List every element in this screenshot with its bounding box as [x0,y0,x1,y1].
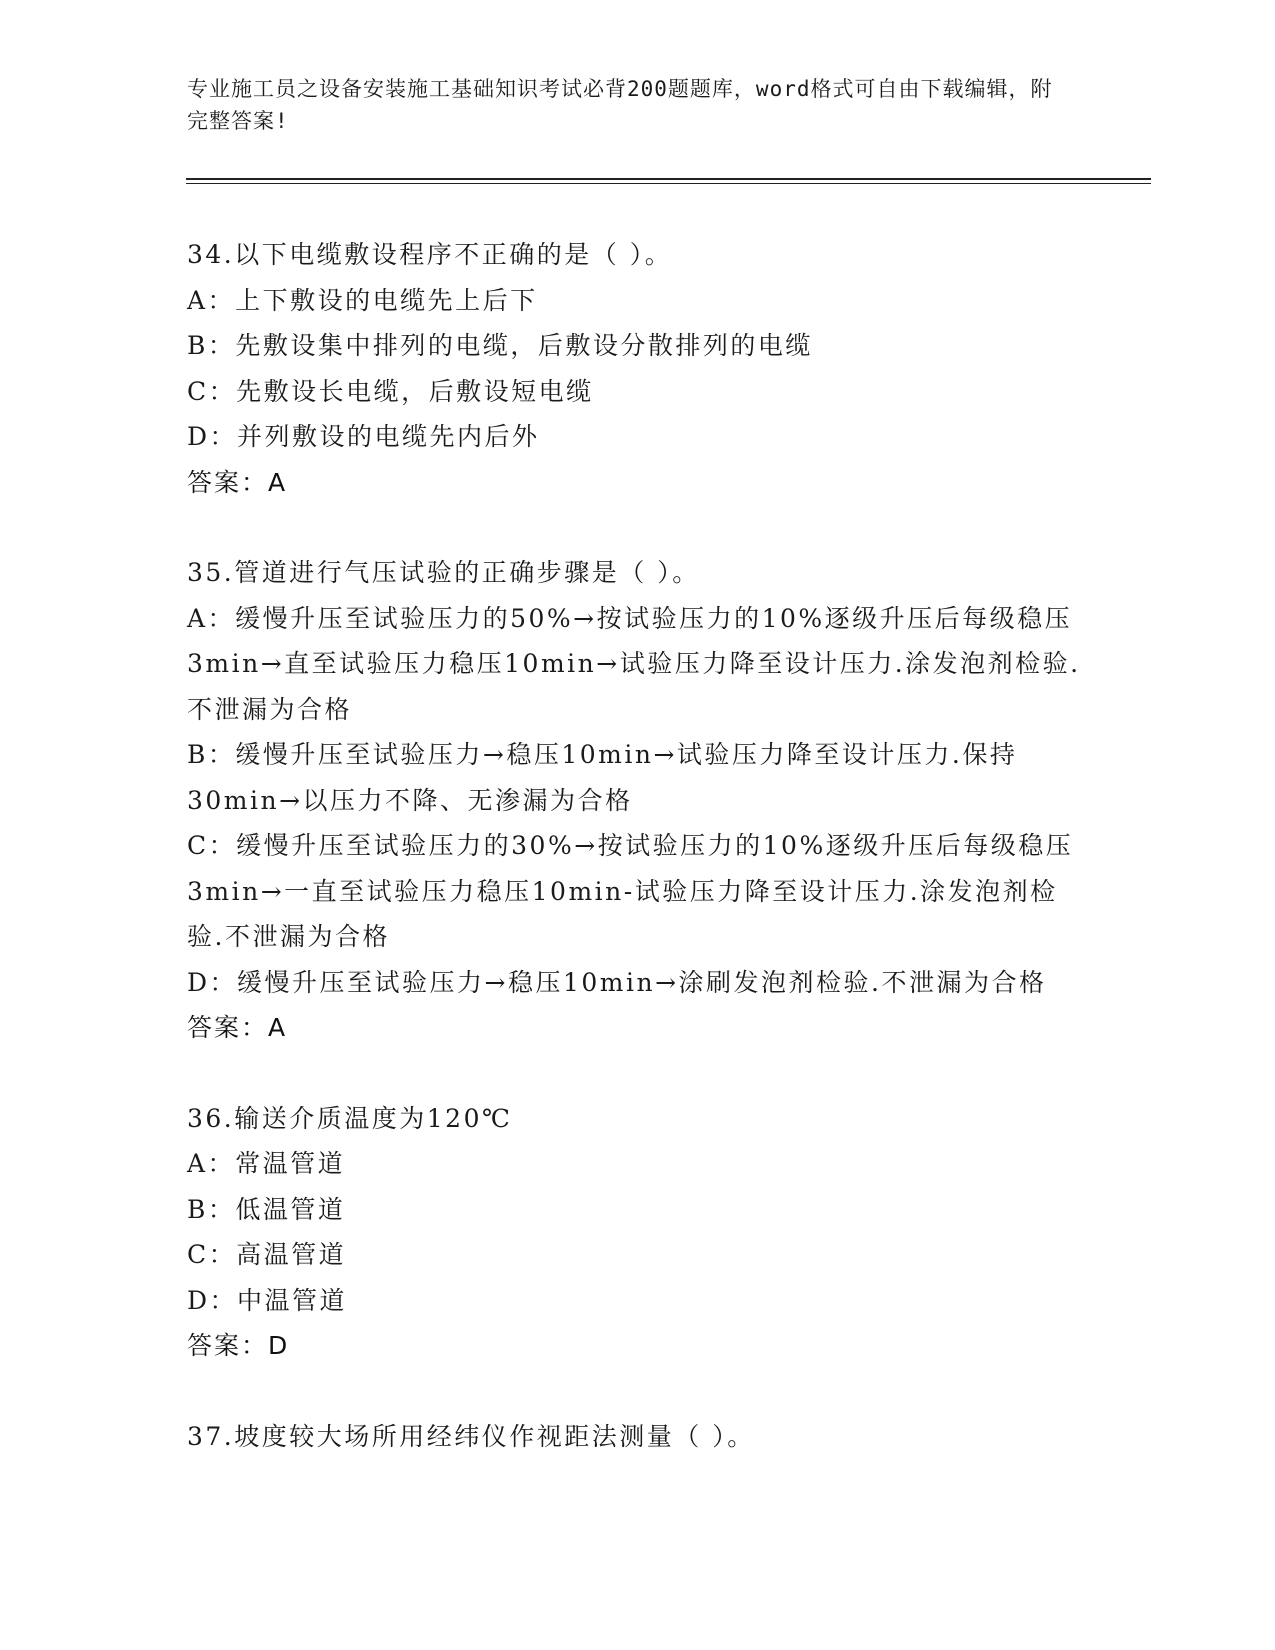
question-list [187,232,1087,1504]
option-b [187,323,1087,369]
option-a [187,1141,1087,1187]
option-letter: C： [187,376,237,406]
document-header-title: 专业施工员之设备安装施工基础知识考试必背200题题库，word格式可自由下载编辑，附完整答案! [187,77,1053,133]
option-text: 并列敷设的电缆先内后外 [237,422,540,451]
answer-line: 答案：A [187,1013,288,1042]
option-text: 低温管道 [235,1194,346,1224]
option-letter: A： [187,285,236,315]
question-35 [187,550,1087,1051]
option-text: 缓慢升压至试验压力→稳压10min→试验压力降至设计压力.保持30min→以压力不降、无渗漏为合格 [187,740,1018,815]
option-d [187,960,1087,1006]
option-a [187,278,1087,324]
answer-line: 答案：D [187,1331,290,1360]
option-c [187,823,1087,960]
option-letter: D： [187,422,238,451]
option-letter: A： [187,1149,236,1178]
option-text: 缓慢升压至试验压力的30%→按试验压力的10%逐级升压后每级稳压3min→一直至试验压力稳压10min-试验压力降至设计压力.涂发泡剂检验.不泄漏为合格 [187,831,1074,951]
option-letter: C： [187,831,237,860]
option-b [187,732,1087,823]
option-text: 缓慢升压至试验压力的50%→按试验压力的10%逐级升压后每级稳压3min→直至试验压力稳压10min→试验压力降至设计压力.涂发泡剂检验.不泄漏为合格 [187,603,1081,724]
option-text: 缓慢升压至试验压力→稳压10min→涂刷发泡剂检验.不泄漏为合格 [237,967,1047,997]
option-letter: A： [187,603,236,633]
option-b [187,1187,1087,1233]
option-letter: D： [187,967,238,997]
question-37 [187,1414,1087,1460]
question-stem: 34.以下电缆敷设程序不正确的是（ ）。 [187,240,673,269]
option-letter: C： [187,1240,237,1269]
option-d [187,414,1087,460]
option-a [187,596,1087,733]
option-c [187,1232,1087,1278]
option-text: 常温管道 [235,1149,346,1178]
option-letter: B： [187,740,236,769]
option-text: 高温管道 [236,1240,347,1269]
question-36 [187,1096,1087,1369]
option-letter: D： [187,1285,238,1315]
question-34 [187,232,1087,505]
option-text: 先敷设长电缆，后敷设短电缆 [236,376,594,406]
answer-line: 答案：A [187,467,288,497]
option-letter: B： [187,1194,236,1224]
option-text: 先敷设集中排列的电缆，后敷设分散排列的电缆 [235,331,813,360]
question-stem: 35.管道进行气压试验的正确步骤是（ ）。 [187,558,700,587]
question-stem: 36.输送介质温度为120℃ [187,1103,513,1133]
option-text: 上下敷设的电缆先上后下 [235,285,538,315]
option-letter: B： [187,331,236,360]
header-divider-thin [186,183,1151,184]
option-d [187,1278,1087,1324]
option-c [187,369,1087,415]
option-text: 中温管道 [237,1285,348,1315]
question-stem: 37.坡度较大场所用经纬仪作视距法测量（ ）。 [187,1421,755,1451]
header-divider-thick [186,178,1151,180]
